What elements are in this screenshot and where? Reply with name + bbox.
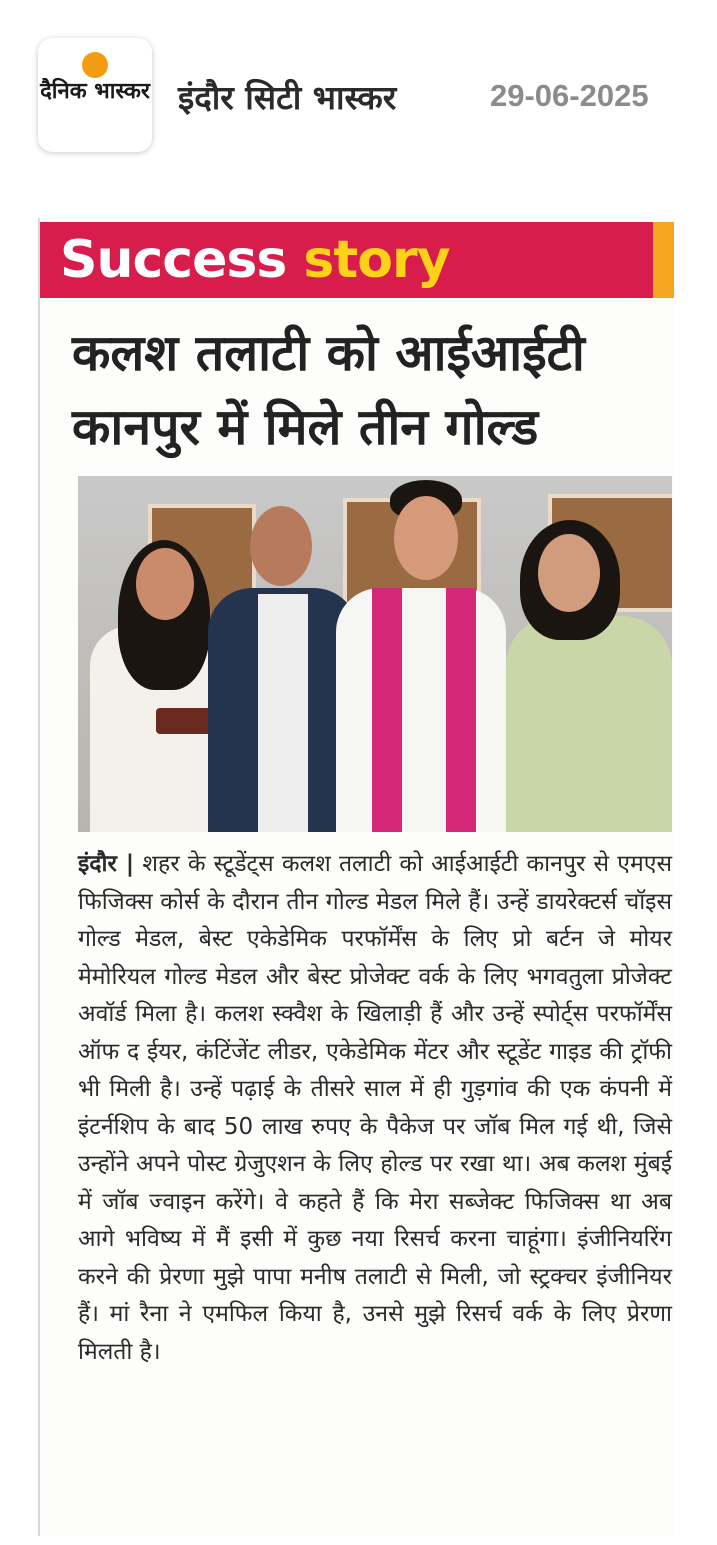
section-banner	[40, 222, 653, 298]
banner-word-success: Success	[60, 230, 287, 290]
person-kalash	[336, 588, 506, 832]
sun-icon	[82, 52, 108, 78]
logo-text: दैनिक भास्कर	[40, 79, 150, 104]
app-header	[0, 0, 717, 190]
dainik-bhaskar-logo[interactable]	[38, 38, 152, 152]
news-clipping	[38, 218, 674, 1536]
article-body	[78, 846, 672, 1371]
edition-date: 29-06-2025	[490, 78, 649, 113]
dateline: इंदौर |	[78, 851, 135, 877]
banner-word-story: story	[303, 230, 450, 290]
article-photo	[78, 476, 672, 832]
banner-title	[60, 230, 449, 290]
person-mother	[506, 616, 672, 832]
edition-title: इंदौर सिटी भास्कर	[178, 78, 397, 117]
banner-accent	[653, 222, 674, 298]
article-body-text: शहर के स्टूडेंट्स कलश तलाटी को आईआईटी कानपुर से एमएस फिजिक्स कोर्स के दौरान तीन गोल्ड मेडल मिले हैं। उन्हें डायरेक्टर्स चॉइस गोल्ड मेडल, बेस्ट एकेडेमिक परफॉर्मेंस के लिए प्रो बर्टन जे मोयर मेमोरियल गोल्ड मेडल और बेस्ट प्रोजेक्ट वर्क के लिए भगवतुला प्रोजेक्ट अवॉर्ड मिला है। कलश स्क्वैश के खिलाड़ी हैं और उन्हें स्पोर्ट्स परफॉर्मेंस ऑफ द ईयर, कंटिंजेंट लीडर, एकेडेमिक मेंटर और स्टूडेंट गाइड की ट्रॉफी भी मिली है। उन्हें पढ़ाई के तीसरे साल में ही गुड़गांव की एक कंपनी में इंटर्नशिप के बाद 50 लाख रुपए के पैकेज पर जॉब मिल गई थी, जिसे उन्होंने अपने पोस्ट ग्रेजुएशन के लिए होल्ड पर रखा था। अब कलश मुंबई में जॉब ज्वाइन करेंगे। वे कहते हैं कि मेरा सब्जेक्ट फिजिक्स था अब आगे भविष्य में मैं इसी में कुछ नया रिसर्च करना चाहूंगा। इंजीनियरिंग करने की प्रेरणा मुझे पापा मनीष तलाटी से मिली, जो स्ट्रक्चर इंजीनियर हैं। मां रैना ने एमफिल किया है, उनसे मुझे रिसर्च वर्क के लिए प्रेरणा मिलती है।	[78, 851, 673, 1365]
article-headline: कलश तलाटी को आईआईटी कानपुर में मिले तीन गोल्ड	[72, 324, 585, 456]
